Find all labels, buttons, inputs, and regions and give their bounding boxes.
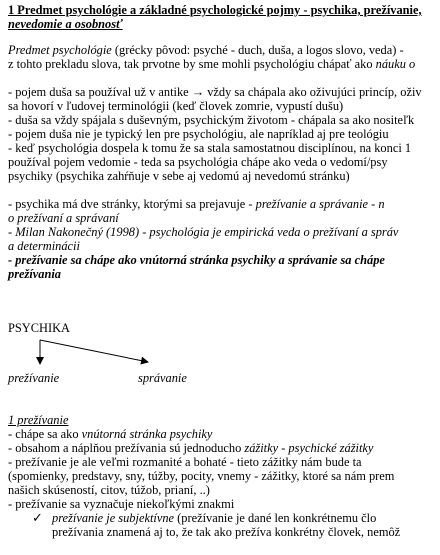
section-line-5: našich skúseností, citov, túžob, prianí, ..) <box>8 483 210 497</box>
check-line-1-text: (prežívanie je dané len konkrétnemu člo <box>174 511 377 525</box>
soul-line-7: psychiky (psychika zahŕňuje v sebe aj vedomú aj nevedomú stránku) <box>8 169 350 183</box>
section-line-2-text: - obsahom a náplňou prežívania sú jednoducho <box>8 441 245 455</box>
psyche-line-2: o prežívaní a správaní <box>8 211 119 225</box>
psyche-line-1-italic: prežívanie a správanie - n <box>255 197 385 211</box>
diagram-left: prežívanie <box>8 371 60 385</box>
soul-line-1: - pojem duša sa používal už v antike → vždy sa chápala ako oživujúci princíp, oživ <box>8 85 422 99</box>
heading-line-2: nevedomie a osobnosť <box>8 17 123 31</box>
heading-line-1: 1 Predmet psychológie a základné psychologické pojmy - psychika, prežívanie, <box>8 3 422 17</box>
check-line-1 <box>52 512 376 526</box>
soul-line-5: - keď psychológia dospela k tomu že sa stala samostatnou disciplínou, na konci 1 <box>8 141 412 155</box>
check-line-1-italic: prežívanie je subjektívne <box>52 511 175 525</box>
intro-line-2-italic: náuku o <box>375 57 416 71</box>
psyche-line-5: - prežívanie sa chápe ako vnútorná stránka psychiky a správanie sa chápe <box>8 253 385 267</box>
intro-term: Predmet psychológie <box>8 43 112 57</box>
section-line-1-italic: vnútorná stránka psychiky <box>81 427 213 441</box>
section-title: 1 prežívanie <box>8 413 69 427</box>
section-line-2-italic: zážitky - psychické zážitky <box>244 441 374 455</box>
intro-rest: (grécky pôvod: psyché - duch, duša, a logos slovo, veda) - <box>111 43 404 57</box>
psyche-line-6: prežívania <box>8 267 62 281</box>
soul-line-2: sa hovorí v ľudovej terminológii (keď človek zomrie, vypustí dušu) <box>8 99 344 113</box>
arrow-to-spravanie <box>40 340 148 362</box>
section-line-6: - prežívanie sa vyznačuje niekoľkými znakmi <box>8 497 235 511</box>
section-line-1 <box>8 428 212 442</box>
section-line-2 <box>8 442 373 456</box>
section-line-3: - prežívanie je ale veľmi rozmanité a bohaté - tieto zážitky nám bude ta <box>8 455 362 469</box>
soul-line-6: používal pojem vedomie - teda sa psychológia chápe ako veda o vedomí/psy <box>8 155 388 169</box>
soul-line-3: - duša sa vždy spájala s duševným, psychickým životom - chápala sa ako nositeľk <box>8 113 415 127</box>
section-line-1-text: - chápe sa ako <box>8 427 82 441</box>
section-line-4: (spomienky, predstavy, sny, túžby, pocity, vnemy - zážitky, ktoré sa nám prem <box>8 469 395 483</box>
psyche-line-3: - Milan Nakonečný (1998) - psychológia je empirická veda o prežívaní a správ <box>8 225 399 239</box>
diagram-right: správanie <box>138 371 187 385</box>
check-line-2: prežívania znamená aj to, že tak ako prežíva konkrétny človek, nemôž <box>52 525 401 539</box>
checkmark-icon: ✓ <box>32 511 43 526</box>
psyche-line-4: a determinácii <box>8 239 80 253</box>
soul-line-4: - pojem duša nie je typický len pre psychológiu, ale napríklad aj pre teológiu <box>8 127 389 141</box>
intro-line-2-text: z tohto prekladu slova, tak prvotne by sme mohli psychológiu chápať ako <box>8 57 376 71</box>
psyche-line-1-text: - psychika má dve stránky, ktorými sa prejavuje - <box>8 197 256 211</box>
diagram-root: PSYCHIKA <box>8 321 70 335</box>
